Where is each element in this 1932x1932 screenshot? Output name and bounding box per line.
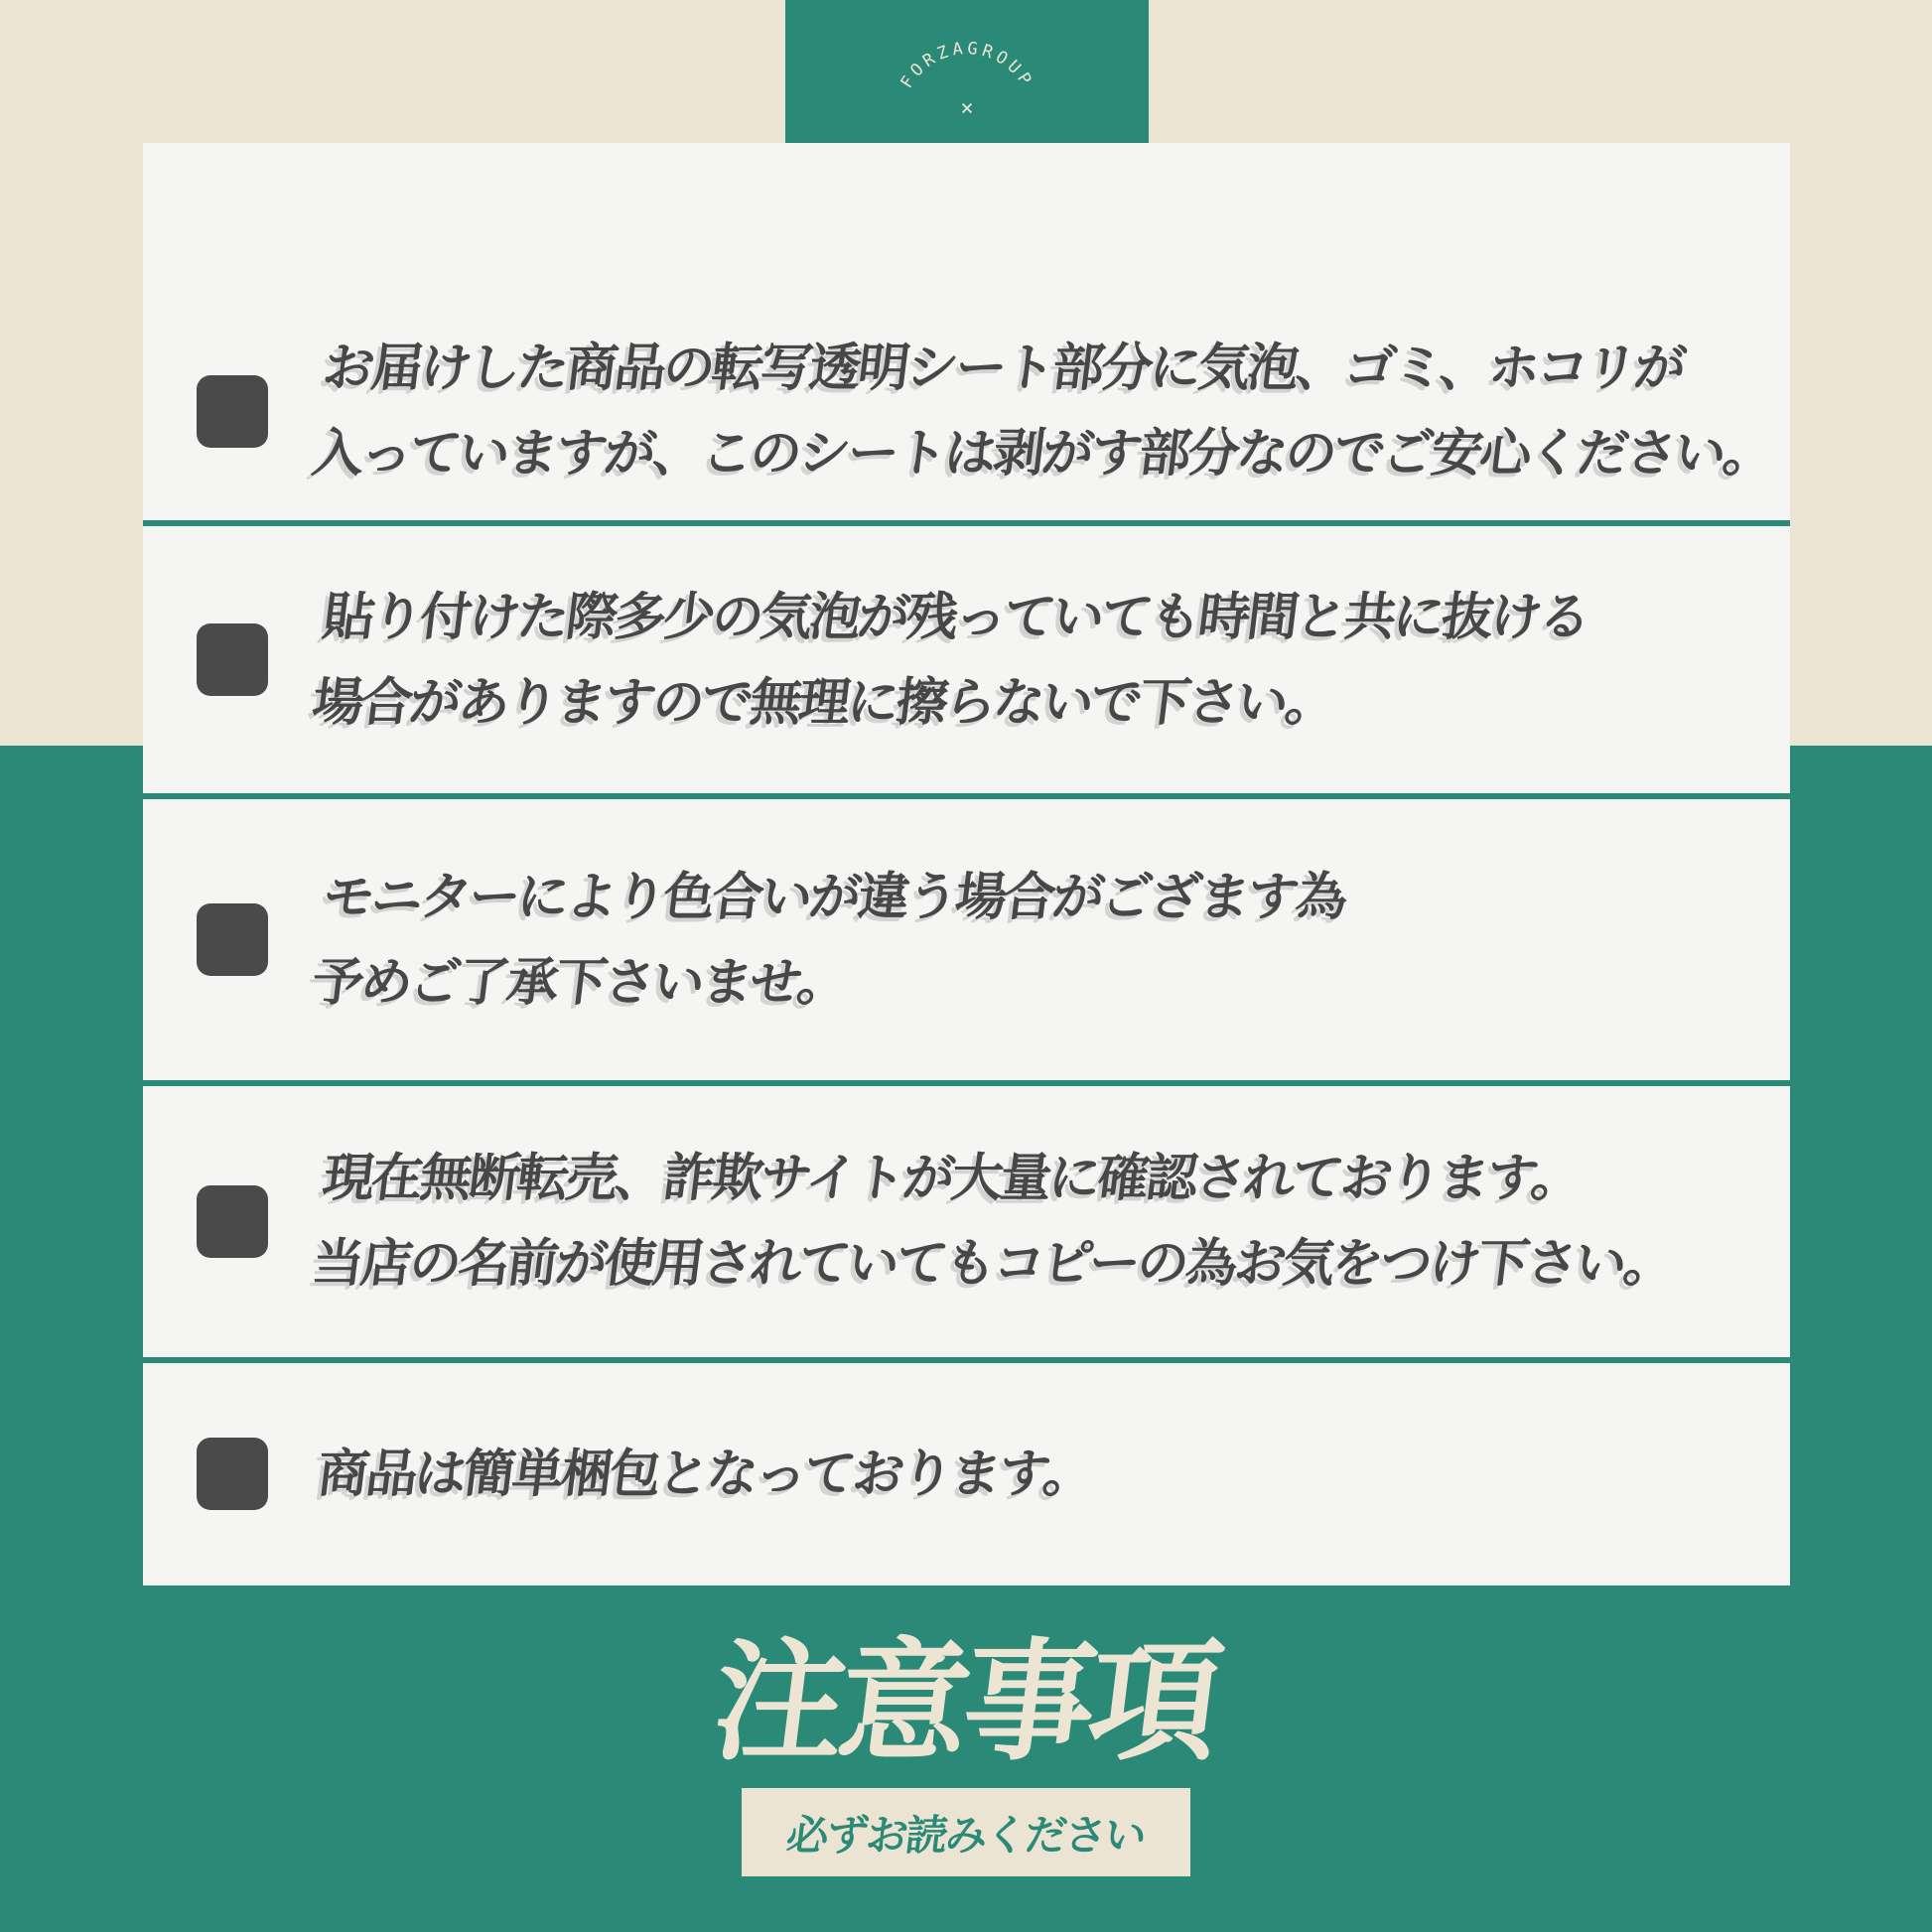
logo-text-top: FORZAGROUP bbox=[897, 38, 1037, 92]
notice-line: 貼り付けた際多少の気泡が残っていても時間と共に抜ける bbox=[319, 587, 1591, 647]
notice-item-2 bbox=[143, 526, 1790, 793]
notice-line: 当店の名前が使用されていてもコピーの為お気をつけ下さい。 bbox=[309, 1234, 1677, 1295]
bullet-square-icon bbox=[197, 375, 268, 448]
must-read-label: 必ずお読みください bbox=[783, 1810, 1148, 1860]
notice-item-4 bbox=[143, 1086, 1790, 1357]
notice-item-5 bbox=[143, 1363, 1790, 1586]
notice-card bbox=[143, 143, 1790, 1586]
bullet-square-icon bbox=[197, 1185, 268, 1258]
notice-line: 入っていますが、このシートは剥がす部分なのでご安心ください。 bbox=[309, 424, 1776, 484]
notice-item-4-text bbox=[307, 1136, 1688, 1307]
notice-line: 場合がありますので無理に擦らないで下さい。 bbox=[309, 672, 1338, 733]
notice-line: 現在無断転売、詐欺サイトが大量に確認されております。 bbox=[319, 1149, 1585, 1209]
must-read-box bbox=[742, 1788, 1190, 1876]
notice-item-2-text bbox=[307, 575, 1592, 746]
bullet-square-icon bbox=[197, 1438, 268, 1510]
notice-item-1 bbox=[143, 143, 1790, 520]
notice-item-1-text bbox=[307, 326, 1787, 496]
bullet-square-icon bbox=[197, 623, 268, 696]
logo-x-mark: × bbox=[960, 96, 974, 121]
notice-line: お届けした商品の転写透明シート部分に気泡、ゴミ、ホコリが bbox=[319, 339, 1687, 399]
notice-item-3 bbox=[143, 799, 1790, 1079]
notice-line: モニターにより色合いが違う場合がござます為 bbox=[319, 867, 1348, 927]
notice-line: 予めご了承下さいませ。 bbox=[309, 952, 850, 1013]
notice-item-3-text bbox=[307, 855, 1349, 1026]
page-title: 注意事項 bbox=[705, 1626, 1224, 1779]
bullet-square-icon bbox=[197, 903, 268, 976]
notice-item-5-text bbox=[313, 1432, 1097, 1517]
notice-line: 商品は簡単梱包となっております。 bbox=[314, 1444, 1096, 1504]
